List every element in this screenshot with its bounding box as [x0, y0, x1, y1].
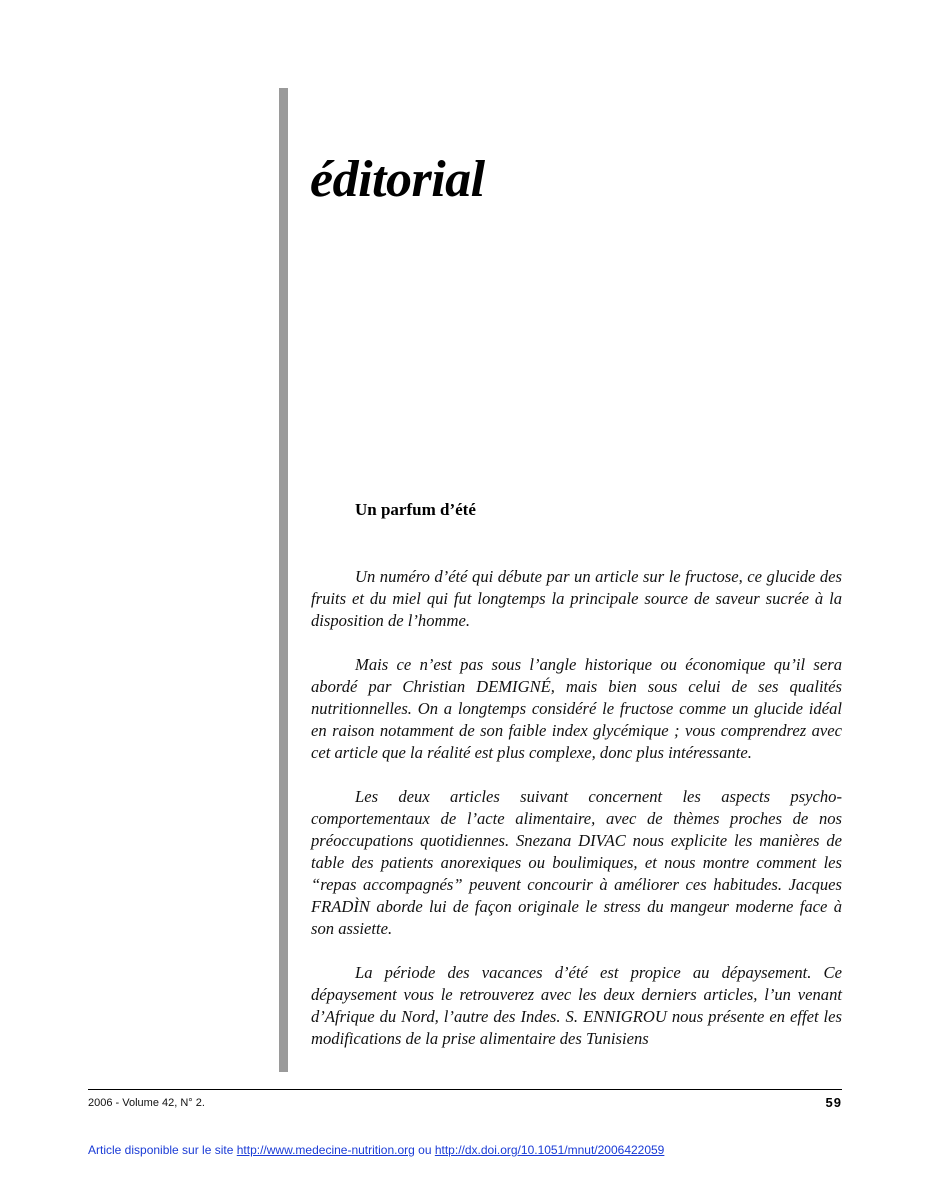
- decorative-sidebar-bar: [279, 88, 288, 1072]
- availability-notice: [88, 1143, 664, 1157]
- section-heading: Un parfum d’été: [355, 500, 476, 519]
- paragraph-4: La période des vacances d’été est propice au dépaysement. Ce dépaysement vous le retrouverez avec les deux derniers articles, l’un venant d’Afrique du Nord, l’autre des Indes. S. ENNIGROU nous présente en effet les modifications de la prise alimentaire des Tunisiens: [311, 963, 842, 1048]
- availability-middle: ou: [414, 1143, 435, 1157]
- availability-prefix: Article disponible sur le site: [88, 1143, 237, 1157]
- page-title: éditorial: [310, 151, 485, 208]
- article-body: [311, 566, 842, 1072]
- paragraph-2: Mais ce n’est pas sous l’angle historique ou économique qu’il sera abordé par Christian DEMIGNÉ, mais bien sous celui de ses qualités nutritionnelles. On a longtemps considéré le fructose comme un glucide idéal en raison notamment de son faible index glycémique ; vous comprendrez avec cet article que la réalité est plus complexe, donc plus intéressante.: [311, 655, 842, 762]
- page-number: 59: [825, 1095, 842, 1110]
- footer-divider: [88, 1089, 842, 1090]
- journal-reference: 2006 - Volume 42, N° 2.: [88, 1097, 205, 1109]
- site-link[interactable]: http://www.medecine-nutrition.org: [236, 1143, 415, 1157]
- doi-link[interactable]: http://dx.doi.org/10.1051/mnut/2006422059: [434, 1143, 665, 1157]
- paragraph-1: Un numéro d’été qui débute par un article sur le fructose, ce glucide des fruits et du miel qui fut longtemps la principale source de saveur sucrée à la disposition de l’homme.: [311, 567, 842, 630]
- paragraph-3: Les deux articles suivant concernent les aspects psycho-comportementaux de l’acte alimentaire, avec de thèmes proches de nos préoccupations quotidiennes. Snezana DIVAC nous explicite les manières de table des patients anorexiques ou boulimiques, et nous montre comment les “repas accompagnés” peuvent concourir à améliorer ces habitudes. Jacques FRADÌN aborde lui de façon originale le stress du mangeur moderne face à son assiette.: [311, 787, 842, 938]
